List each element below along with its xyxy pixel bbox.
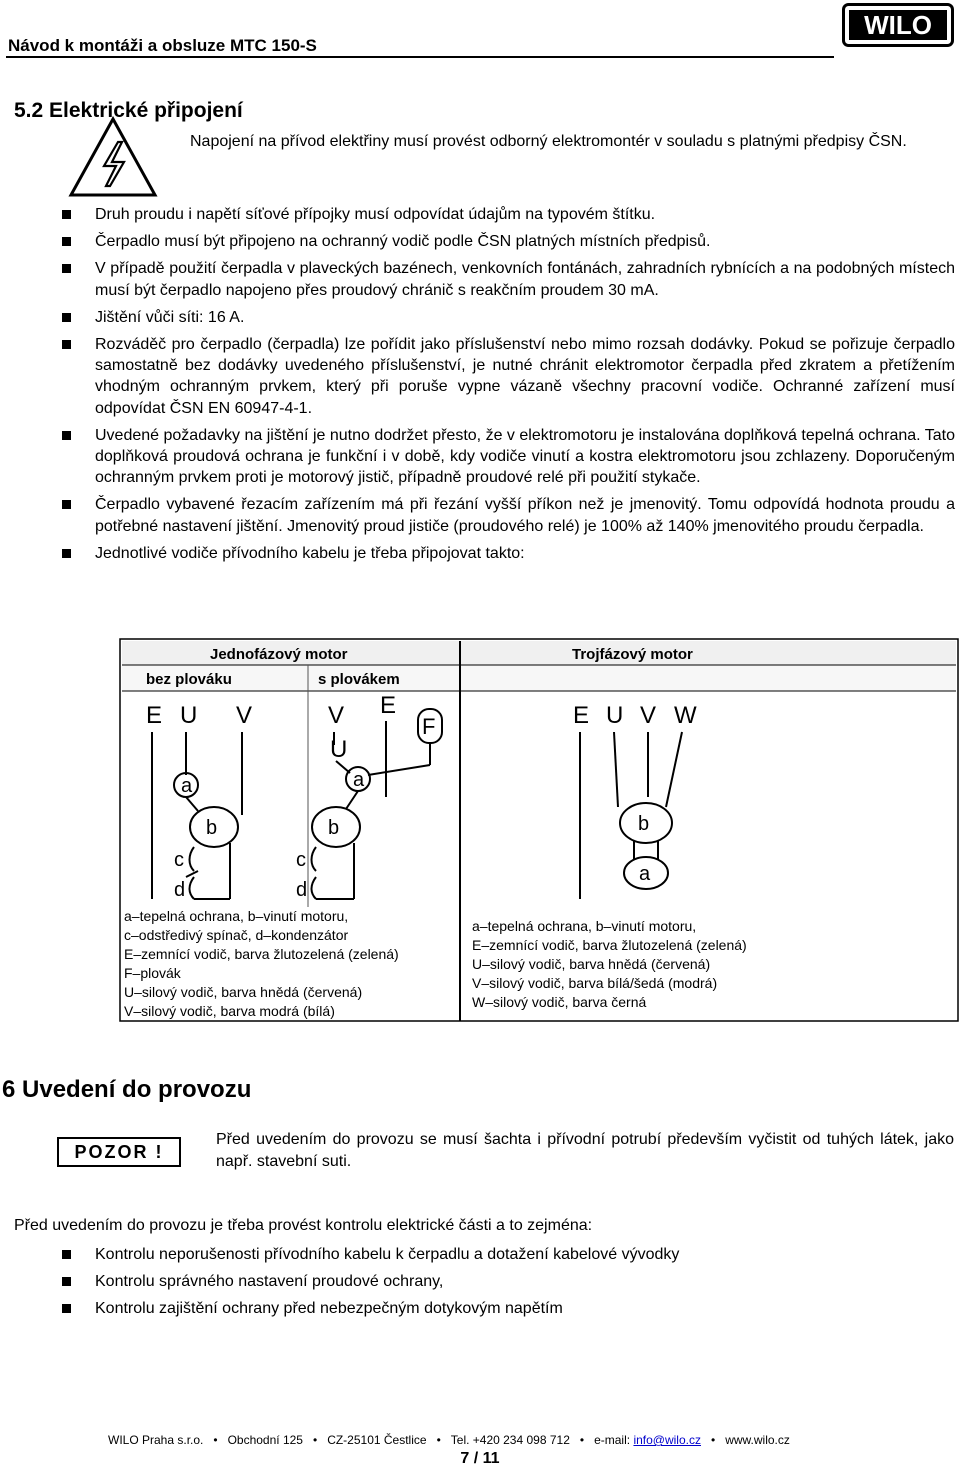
bullet-square-icon [62, 340, 71, 349]
commissioning-checklist [60, 1244, 955, 1325]
bullet-square-icon [62, 500, 71, 509]
legend-line: a–tepelná ochrana, b–vinutí motoru, [472, 918, 697, 934]
pozor-badge: POZOR ! [57, 1137, 181, 1167]
bullet-square-icon [62, 1304, 71, 1313]
terminal-label: E [380, 692, 397, 719]
footer-city: CZ-25101 Čestlice [327, 1433, 427, 1447]
legend-line: E–zemnící vodič, barva žlutozelená (zelená) [124, 946, 399, 962]
footer [108, 1433, 790, 1447]
bullet-dot-icon: • [710, 1433, 716, 1447]
terminal-label: U [330, 736, 348, 763]
terminal-label: U [180, 702, 198, 729]
sub-without-float: bez plováku [146, 671, 232, 688]
header-rule [6, 56, 834, 58]
footer-tel: Tel. +420 234 098 712 [450, 1433, 570, 1447]
footer-email-label: e-mail: [594, 1433, 631, 1447]
list-item: Druh proudu i napětí síťové přípojky musí odpovídat údajům na typovém štítku. [60, 204, 955, 225]
electrical-hazard-icon [68, 116, 158, 198]
component-b-label: b [638, 813, 650, 835]
bullet-dot-icon: • [436, 1433, 441, 1447]
list-item: Jednotlivé vodiče přívodního kabelu je třeba připojovat takto: [60, 543, 955, 564]
list-item: Kontrolu neporušenosti přívodního kabelu k čerpadlu a dotažení kabelové vývodky [60, 1244, 955, 1265]
legend-line: V–silový vodič, barva bílá/šedá (modrá) [472, 975, 718, 991]
legend-line: V–silový vodič, barva modrá (bílá) [124, 1003, 335, 1019]
footer-company: WILO Praha s.r.o. [108, 1433, 204, 1447]
commissioning-intro: Před uvedením do provozu je třeba provést kontrolu elektrické části a to zejména: [14, 1217, 593, 1234]
component-b-label: b [328, 817, 340, 839]
list-item: Rozváděč pro čerpadlo (čerpadla) lze pořídit jako příslušenství nebo mimo rozsah dodávky. Pokud se pořizuje čerpadlo samostatně bez dodávky uvedeného příslušenství, je nutné chránit elektromotor čerpadla před zkratem a přetížením vhodným ochranným prvkem, který při poruše vypne vázaně všechny pracovní vodiče. Ochranné zařízení musí odpovídat ČSN EN 60947-4-1. [60, 334, 955, 419]
terminal-label: V [640, 702, 657, 729]
document-title: Návod k montáži a obsluze MTC 150-S [8, 36, 317, 55]
bullet-dot-icon: • [213, 1433, 218, 1447]
list-item: Kontrolu zajištění ochrany před nebezpečným dotykovým napětím [60, 1298, 955, 1319]
sub-with-float: s plovákem [318, 671, 400, 688]
bullet-square-icon [62, 549, 71, 558]
legend-line: W–silový vodič, barva černá [472, 994, 647, 1010]
bullet-square-icon [62, 1250, 71, 1259]
component-c-label: c [174, 849, 184, 871]
terminal-label: U [606, 702, 624, 729]
footer-street: Obchodní 125 [227, 1433, 303, 1447]
terminal-label: V [236, 702, 253, 729]
warning-text: Napojení na přívod elektřiny musí provést odborný elektromontér v souladu s platnými předpisy ČSN. [190, 133, 907, 150]
wilo-logo [842, 3, 954, 47]
section-heading-5-2: 5.2 Elektrické připojení [14, 99, 243, 122]
list-item: Kontrolu správného nastavení proudové ochrany, [60, 1271, 955, 1292]
bullet-dot-icon: • [579, 1433, 585, 1447]
list-item: Čerpadlo musí být připojeno na ochranný vodič podle ČSN platných místních předpisů. [60, 231, 955, 252]
component-a-label: a [639, 863, 651, 885]
component-a-label: a [353, 769, 365, 791]
three-phase-title: Trojfázový motor [572, 646, 693, 663]
legend-line: U–silový vodič, barva hnědá (červená) [472, 956, 711, 972]
list-item: Jištění vůči síti: 16 A. [60, 307, 955, 328]
section-heading-6: 6 Uvedení do provozu [2, 1076, 252, 1103]
bullet-square-icon [62, 210, 71, 219]
float-f-label: F [422, 714, 436, 739]
logo-text: WILO [864, 10, 932, 40]
bullet-square-icon [62, 264, 71, 273]
electrical-requirements-list [60, 204, 955, 570]
bullet-square-icon [62, 237, 71, 246]
wiring-diagram [118, 637, 960, 1023]
component-c-label: c [296, 849, 306, 871]
legend-line: F–plovák [124, 965, 181, 981]
pozor-text: Před uvedením do provozu se musí šachta i přívodní potrubí především vyčistit od tuhých látek, jako např. stavební suti. [216, 1131, 954, 1170]
terminal-label: E [573, 702, 590, 729]
terminal-label: V [328, 702, 345, 729]
footer-web[interactable]: www.wilo.cz [725, 1433, 790, 1447]
bullet-square-icon [62, 1277, 71, 1286]
list-item: Čerpadlo vybavené řezacím zařízením má při řezání vyšší příkon než je jmenovitý. Tomu odpovídá hodnota proudu a potřebné nastavení jištění. Jmenovitý proud jističe (proudového relé) je 100% až 140% jmenovitého proudu čerpadla. [60, 494, 955, 536]
component-d-label: d [174, 879, 186, 901]
component-a-label: a [181, 775, 193, 797]
bullet-square-icon [62, 313, 71, 322]
page-number: 7 / 11 [460, 1450, 500, 1467]
legend-line: c–odstředivý spínač, d–kondenzátor [124, 927, 349, 943]
footer-email-link[interactable]: info@wilo.cz [633, 1433, 701, 1447]
list-item: Uvedené požadavky na jištění je nutno dodržet přesto, že v elektromotoru je instalována doplňková tepelná ochrana. Tato doplňková proudová ochrana je funkční i v době, kdy vodiče vinutí a kostra elektromotoru jsou zchlazeny. Doporučeným ochranným prvkem proti je motorový jistič, případně proudové relé při použití stykače. [60, 425, 955, 489]
list-item: V případě použití čerpadla v plaveckých bazénech, venkovních fontánách, zahradních rybnících a na podobných místech musí být čerpadlo napojeno přes proudový chránič s reakčním proudem 30 mA. [60, 258, 955, 300]
single-phase-title: Jednofázový motor [210, 646, 348, 663]
bullet-dot-icon: • [312, 1433, 318, 1447]
component-d-label: d [296, 879, 308, 901]
terminal-label: E [146, 702, 163, 729]
component-b-label: b [206, 817, 218, 839]
legend-line: U–silový vodič, barva hnědá (červená) [124, 984, 363, 1000]
legend-line: E–zemnící vodič, barva žlutozelená (zelená) [472, 937, 747, 953]
legend-line: a–tepelná ochrana, b–vinutí motoru, [124, 908, 349, 924]
bullet-square-icon [62, 431, 71, 440]
terminal-label: W [674, 702, 697, 729]
